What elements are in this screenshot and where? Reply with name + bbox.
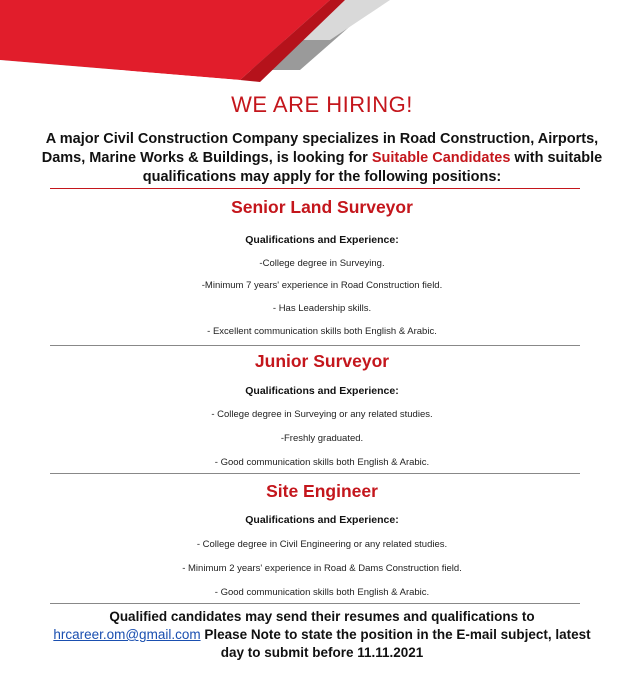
- application-instructions: [40, 608, 604, 662]
- position-title-senior-land-surveyor: Senior Land Surveyor: [231, 197, 413, 217]
- requirement-item: - Good communication skills both English & Arabic.: [214, 457, 430, 468]
- footer-line-1: Qualified candidates may send their resumes and qualifications to: [109, 609, 535, 624]
- requirement-item: -Freshly graduated.: [280, 433, 364, 444]
- requirement-item: - Good communication skills both English & Arabic.: [214, 587, 430, 598]
- requirement-item: -College degree in Surveying.: [259, 258, 385, 269]
- intro-highlight: Suitable Candidates: [371, 150, 511, 166]
- requirement-item: - Has Leadership skills.: [272, 303, 372, 314]
- qualifications-heading: Qualifications and Experience:: [245, 234, 399, 246]
- intro-text-start: A major Civil Construction Company specializes in Road Construction, Airports, Dams, Marine Works & Buildings, is looking for: [41, 131, 599, 166]
- section-divider: [50, 603, 580, 604]
- requirement-item: - Excellent communication skills both English & Arabic.: [207, 326, 437, 337]
- footer-line-2: Please Note to state the position in the E-mail subject, latest day to submit before 11.11.2021: [200, 627, 591, 660]
- red-divider: [50, 188, 580, 189]
- requirement-item: - Minimum 2 years' experience in Road & Dams Construction field.: [182, 563, 462, 574]
- section-divider: [50, 473, 580, 474]
- position-title-site-engineer: Site Engineer: [266, 481, 378, 501]
- requirement-item: - College degree in Surveying or any related studies.: [211, 409, 433, 420]
- intro-paragraph: [30, 130, 614, 187]
- position-title-junior-surveyor: Junior Surveyor: [254, 351, 390, 371]
- contact-email-link[interactable]: hrcareer.om@gmail.com: [53, 627, 201, 642]
- requirement-item: - College degree in Civil Engineering or any related studies.: [196, 539, 448, 550]
- page-title: WE ARE HIRING!: [231, 92, 413, 117]
- qualifications-heading: Qualifications and Experience:: [245, 514, 399, 526]
- qualifications-heading: Qualifications and Experience:: [245, 385, 399, 397]
- intro-text-end: with suitable qualifications may apply for the following positions:: [142, 150, 603, 185]
- requirement-item: -Minimum 7 years' experience in Road Construction field.: [201, 280, 443, 291]
- section-divider: [50, 345, 580, 346]
- header-banner-graphic: [0, 0, 644, 100]
